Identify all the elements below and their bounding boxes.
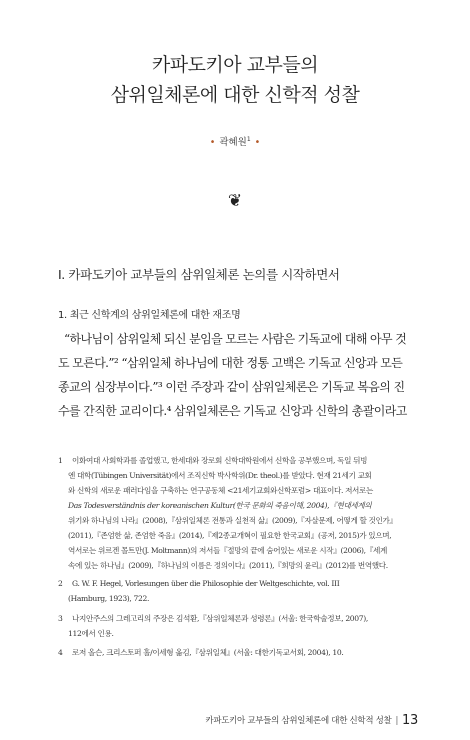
footnote-text: 이화여대 사회학과를 졸업했고, 한세대와 장로회 신학대학원에서 신학을 공부했으며, 독일 뒤빙 bbox=[72, 456, 368, 465]
body-line: 수를 간직한 교리이다.⁴ 삼위일체론은 기독교 신앙과 신학의 총괄이라고 bbox=[58, 404, 407, 418]
footnote-number: 4 bbox=[58, 648, 63, 657]
body-line: 종교의 심장부이다.”³ 이런 주장과 같이 삼위일체론은 기독교 복음의 진 bbox=[58, 380, 405, 394]
body-line: 도 모른다.”² “삼위일체 하나님에 대한 정통 고백은 기독교 신앙과 모든 bbox=[58, 356, 403, 370]
subsection-heading: 1. 최근 신학계의 삼위일체론에 대한 재조명 bbox=[58, 310, 241, 321]
footnote-line: 역서로는 위르겐 몰트만(J. Moltmann)의 저서들『절망의 끝에 숨어있는 새로운 시작』(2006),『세계 bbox=[68, 546, 387, 555]
footnote-line: 112에서 인용. bbox=[68, 629, 114, 638]
footnote-number: 2 bbox=[58, 579, 63, 588]
footnote-line: (Hamburg, 1923), 722. bbox=[68, 594, 150, 603]
footnote-text: 나지안주스의 그레고리의 주장은 김석환,『삼위일체론과 성령론』(서울: 한국학술정보, 2007), bbox=[72, 614, 368, 623]
bullet-right: • bbox=[254, 137, 261, 148]
footnote-3 bbox=[58, 613, 368, 624]
bullet-left: • bbox=[209, 137, 216, 148]
footnote-number: 1 bbox=[58, 456, 63, 465]
footnote-2 bbox=[58, 579, 339, 588]
footer-separator: | bbox=[395, 716, 399, 726]
footnote-line: 위기와 하나님의 나라』(2008),『삼위일체론 전통과 실천적 삶』(2009),『자살문제, 어떻게 할 것인가』 bbox=[68, 516, 397, 525]
page-title-line-2: 삼위일체론에 대한 신학적 성찰 bbox=[110, 84, 360, 106]
footnote-number: 3 bbox=[58, 614, 63, 623]
footnote-1 bbox=[58, 455, 367, 466]
running-head: 카파도키아 교부들의 삼위일체론에 대한 신학적 성찰 bbox=[205, 716, 392, 726]
footnote-line: 엔 대학(Tübingen Universität)에서 조직신학 박사학위(Dr. theol.)를 받았다. 현재 21세기 교회 bbox=[68, 471, 372, 480]
author-footnote-marker: 1 bbox=[246, 135, 251, 143]
footnote-4 bbox=[58, 647, 343, 658]
body-line: “하나님이 삼위일체 되신 분임을 모르는 사람은 기독교에 대해 아무 것 bbox=[64, 332, 407, 346]
page-title-line-1: 카파도키아 교부들의 bbox=[151, 54, 319, 76]
author-byline bbox=[0, 134, 470, 148]
author-name: 곽혜원 bbox=[219, 137, 247, 148]
footnote-line: Das Todesverständnis der koreanischen Kultur(한국 문화의 죽음이해, 2004),『현대세계의 bbox=[68, 501, 372, 510]
section-heading: I. 카파도키아 교부들의 삼위일체론 논의를 시작하면서 bbox=[58, 267, 340, 282]
footnote-text: G. W. F. Hegel, Vorlesungen über die Philosophie der Weltgeschichte, vol. III bbox=[72, 579, 340, 588]
footnote-text: 로저 올슨, 크리스토퍼 홀/이세형 옮김,『삼위일체』(서울: 대한기독교서회, 2004), 10. bbox=[72, 648, 344, 657]
page-number: 13 bbox=[402, 713, 418, 728]
page-footer bbox=[205, 713, 418, 728]
footnote-line: (2011),『존엄한 삶, 존엄한 죽음』(2014),『제2종교개혁이 필요한 한국교회』(공저, 2015)가 있으며, bbox=[68, 531, 392, 540]
fleuron-ornament-icon: ❦ bbox=[227, 191, 243, 211]
footnote-line: 와 신학의 새로운 패러다임을 구축하는 연구공동체 <21세기교회와신학포럼> 대표이다. 저서로는 bbox=[68, 486, 374, 495]
footnote-line: 속에 있는 하나님』(2009),『하나님의 이름은 정의이다』(2011),『희망의 윤리』(2012)를 번역했다. bbox=[68, 561, 388, 570]
